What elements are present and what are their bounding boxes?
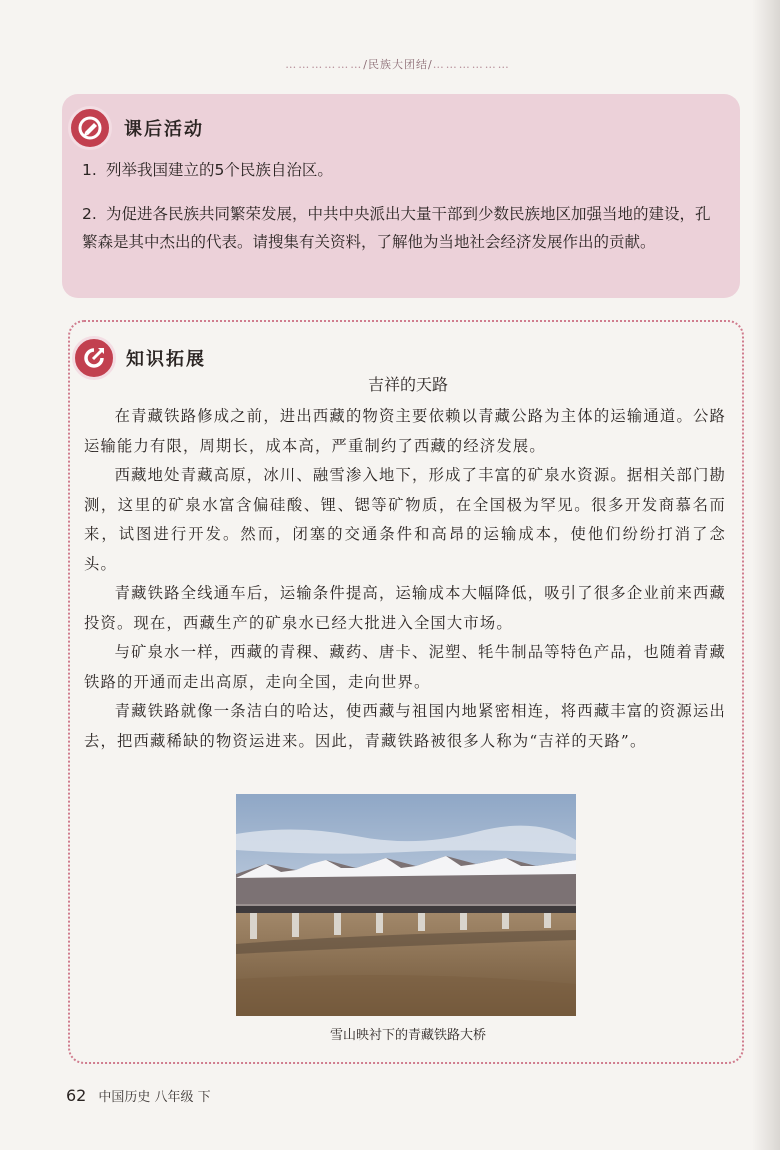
paragraph: 西藏地处青藏高原，冰川、融雪渗入地下，形成了丰富的矿泉水资源。据相关部门勘测，这里的矿泉水富含偏硅酸、锂、锶等矿物质，在全国极为罕见。很多开发商慕名而来，试图进行开发。然而，闭塞的交通条件和高昂的运输成本，使他们纷纷打消了念头。 bbox=[84, 466, 726, 573]
page-number: 62 bbox=[66, 1086, 87, 1105]
page-footer bbox=[66, 1086, 211, 1105]
railway-bridge-photo bbox=[236, 794, 576, 1016]
knowledge-title: 知识拓展 bbox=[126, 349, 206, 370]
header-dots-left: ……………… bbox=[285, 58, 364, 71]
item-text: 列举我国建立的5个民族自治区。 bbox=[106, 161, 333, 179]
activity-title: 课后活动 bbox=[124, 119, 204, 140]
section-title: /民族大团结/ bbox=[363, 58, 433, 71]
item-number: 1. bbox=[82, 161, 97, 179]
running-header bbox=[226, 56, 570, 72]
article-title: 吉祥的天路 bbox=[367, 375, 448, 394]
activity-box bbox=[62, 94, 740, 298]
paragraph: 青藏铁路全线通车后，运输条件提高，运输成本大幅降低，吸引了很多企业前来西藏投资。现在，西藏生产的矿泉水已经大批进入全国大市场。 bbox=[84, 584, 726, 632]
article-body bbox=[84, 402, 726, 756]
knowledge-box bbox=[68, 320, 744, 1064]
paragraph: 在青藏铁路修成之前，进出西藏的物资主要依赖以青藏公路为主体的运输通道。公路运输能力有限，周期长，成本高，严重制约了西藏的经济发展。 bbox=[84, 407, 726, 455]
paragraph: 青藏铁路就像一条洁白的哈达，使西藏与祖国内地紧密相连，将西藏丰富的资源运出去，把西藏稀缺的物资运进来。因此，青藏铁路被很多人称为“吉祥的天路”。 bbox=[84, 702, 726, 750]
item-text: 为促进各民族共同繁荣发展，中共中央派出大量干部到少数民族地区加强当地的建设，孔繁森是其中杰出的代表。请搜集有关资料，了解他为当地社会经济发展作出的贡献。 bbox=[82, 205, 711, 251]
item-number: 2. bbox=[82, 205, 97, 223]
activity-item-2 bbox=[82, 200, 722, 256]
paragraph: 与矿泉水一样，西藏的青稞、藏药、唐卡、泥塑、牦牛制品等特色产品，也随着青藏铁路的开通而走出高原，走向全国，走向世界。 bbox=[84, 643, 726, 691]
header-dots-right: ……………… bbox=[432, 58, 511, 71]
pencil-badge-icon bbox=[68, 106, 112, 150]
book-title: 中国历史 八年级 下 bbox=[98, 1090, 211, 1105]
page-edge bbox=[752, 0, 780, 1150]
photo-caption: 雪山映衬下的青藏铁路大桥 bbox=[329, 1028, 486, 1043]
activity-item-1 bbox=[82, 156, 722, 184]
